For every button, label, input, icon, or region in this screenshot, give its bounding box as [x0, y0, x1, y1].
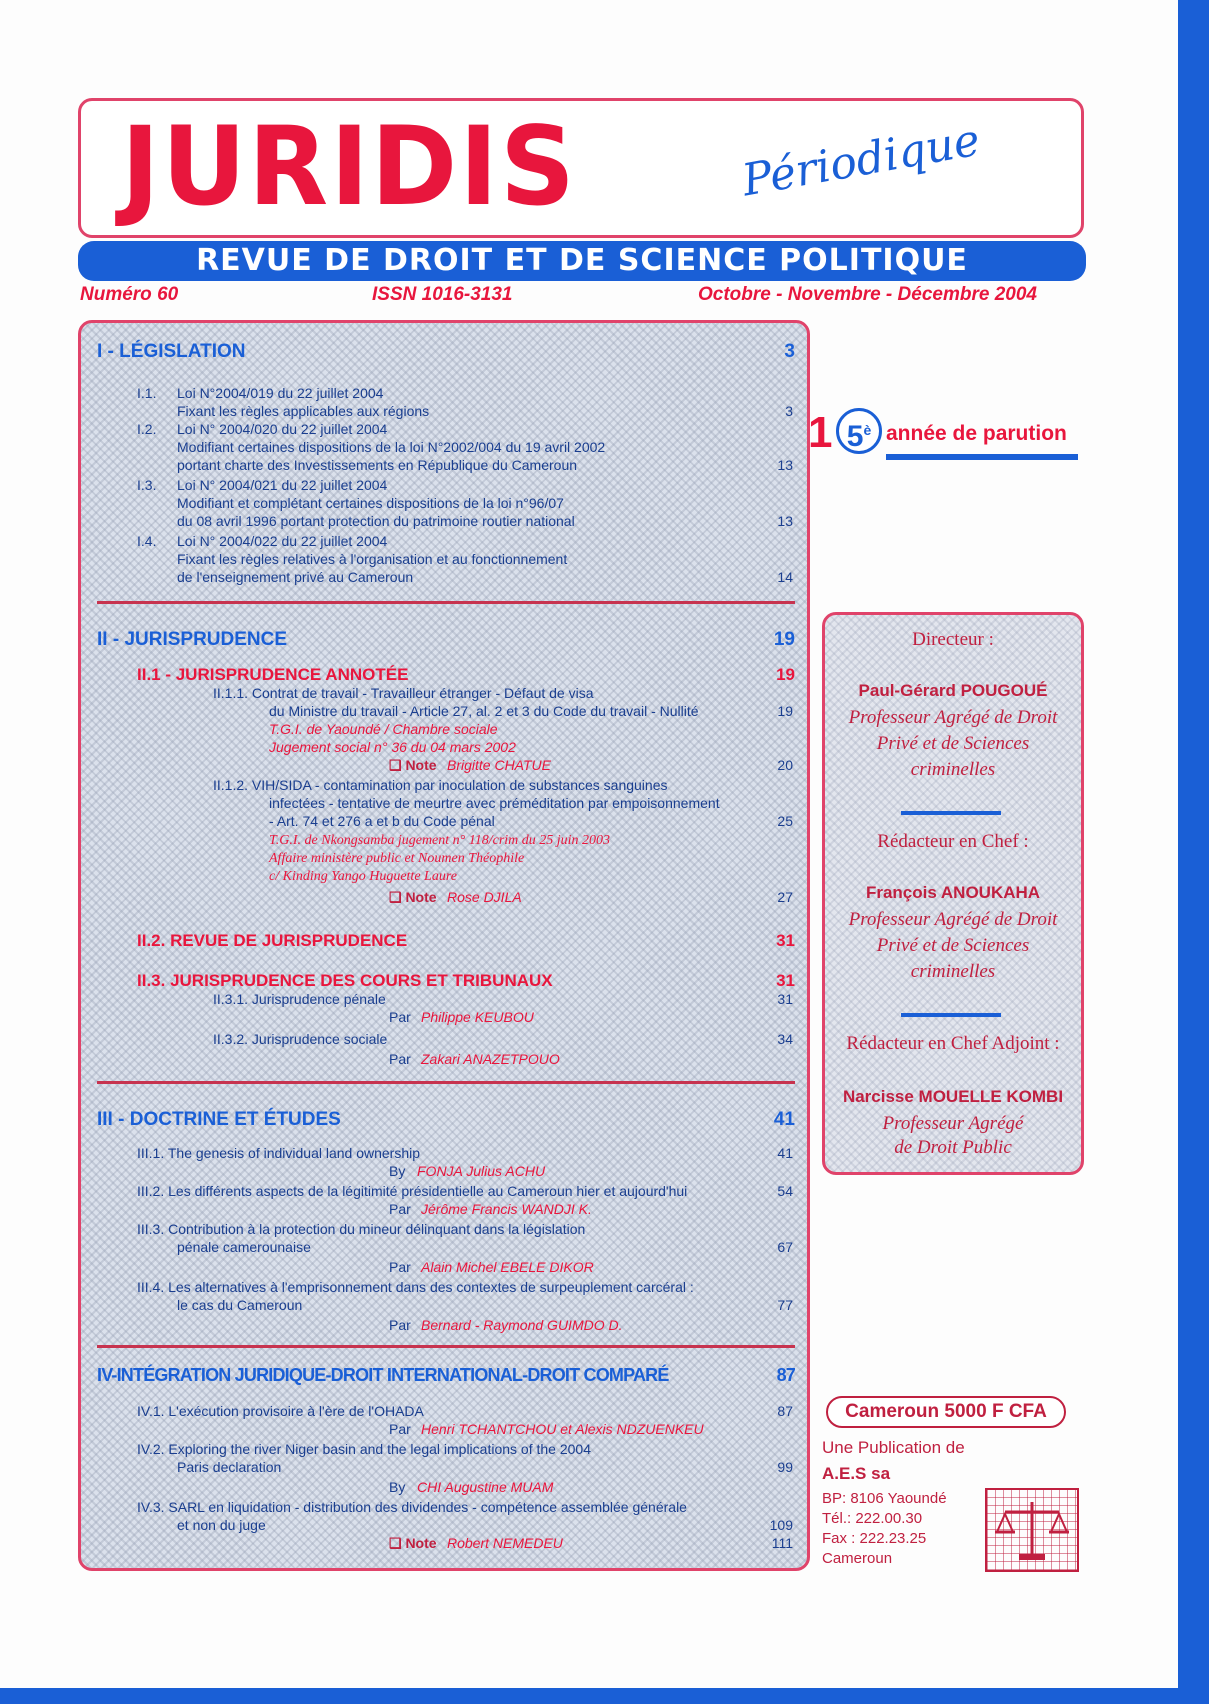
entry-number: I.3. — [137, 477, 157, 493]
note-author: Robert NEMEDEU — [447, 1535, 563, 1551]
entry-title: II.3.1. Jurisprudence pénale — [213, 991, 386, 1007]
director-name: Paul-Gérard POUGOUÉ — [858, 681, 1048, 700]
entry-title: II.1.2. VIH/SIDA - contamination par inoculation de substances sanguines — [213, 777, 668, 793]
entry-title: le cas du Cameroun — [177, 1297, 303, 1313]
scales-of-justice-logo — [985, 1488, 1079, 1572]
entry-title: infectées - tentative de meurtre avec préméditation par empoisonnement — [269, 795, 720, 811]
entry-author: Zakari ANAZETPOUO — [421, 1051, 560, 1067]
publisher-line: Une Publication de — [822, 1438, 965, 1457]
by-label: Par — [389, 1201, 411, 1217]
entry-court: T.G.I. de Nkongsamba jugement n° 118/crim du 25 juin 2003 — [269, 833, 611, 848]
entry-title: IV.2. Exploring the river Niger basin and the legal implications of the 2004 — [137, 1441, 591, 1457]
entry-page: 27 — [777, 889, 793, 905]
entry-page: 13 — [777, 513, 793, 529]
publisher-fax: Fax : 222.23.25 — [822, 1530, 927, 1547]
section-doctrine — [97, 1109, 795, 1131]
entry-author: FONJA Julius ACHU — [417, 1163, 546, 1179]
year-digit-circle — [836, 408, 882, 454]
by-label: Par — [389, 1009, 411, 1025]
publisher-name: A.E.S sa — [822, 1464, 891, 1483]
section-jurisprudence — [97, 629, 795, 651]
subsection-page: 31 — [776, 971, 795, 990]
divider — [97, 601, 795, 604]
entry-title: - Art. 74 et 276 a et b du Code pénal — [269, 813, 495, 829]
section-legislation — [97, 341, 795, 363]
subsection-title — [137, 931, 795, 951]
entry-title: Loi N° 2004/021 du 22 juillet 2004 — [177, 477, 388, 493]
entry-title: IV.3. SARL en liquidation - distribution des dividendes - compétence assemblée générale — [137, 1499, 687, 1515]
ordinal-sup: è — [863, 422, 872, 438]
entry-judgment: Jugement social n° 36 du 04 mars 2002 — [269, 739, 516, 755]
section-title: III - DOCTRINE ET ÉTUDES — [97, 1109, 341, 1130]
section-page: 87 — [776, 1365, 795, 1385]
section-page: 3 — [784, 341, 795, 362]
publisher-country: Cameroun — [822, 1550, 893, 1567]
director-title: Privé et de Sciences — [876, 733, 1030, 754]
director-title: criminelles — [910, 759, 996, 780]
entry-page: 87 — [777, 1403, 793, 1419]
entry-title: II.1.1. Contrat de travail - Travailleur étranger - Défaut de visa — [213, 685, 594, 701]
table-of-contents — [78, 320, 810, 1571]
entry-page: 77 — [777, 1297, 793, 1313]
scales-icon — [987, 1490, 1077, 1570]
deputy-editor-label: Rédacteur en Chef Adjoint : — [846, 1033, 1060, 1054]
note-label: ❑ Note — [389, 757, 437, 773]
subsection-title — [137, 971, 795, 991]
subsection-label: II.1 - JURISPRUDENCE ANNOTÉE — [137, 665, 409, 684]
entry-number: I.4. — [137, 533, 157, 549]
entry-page: 13 — [777, 457, 793, 473]
journal-subtitle: Périodique — [738, 114, 984, 207]
section-title: I - LÉGISLATION — [97, 341, 246, 362]
by-label: Par — [389, 1421, 411, 1437]
deputy-editor-name: Narcisse MOUELLE KOMBI — [842, 1087, 1064, 1106]
subsection-title — [137, 665, 795, 685]
journal-title: JURIDIS — [121, 101, 577, 231]
editor-title: Professeur Agrégé de Droit — [848, 909, 1058, 930]
separator — [901, 1013, 1001, 1017]
entry-page: 109 — [769, 1517, 793, 1533]
issue-number: Numéro 60 — [80, 284, 179, 305]
editorial-board — [822, 612, 1084, 1175]
editor-title: criminelles — [910, 961, 996, 982]
entry-page: 67 — [777, 1239, 793, 1255]
entry-parties: c/ Kinding Yango Huguette Laure — [269, 869, 457, 884]
entry-page: 31 — [777, 991, 793, 1007]
entry-author: Henri TCHANTCHOU et Alexis NDZUENKEU — [421, 1421, 704, 1437]
separator — [901, 811, 1001, 815]
section-page: 41 — [773, 1109, 795, 1130]
entry-author: Jérôme Francis WANDJI K. — [421, 1201, 592, 1217]
section-integration — [97, 1365, 795, 1386]
publisher-tel: Tél.: 222.00.30 — [822, 1510, 923, 1527]
entry-title: Loi N° 2004/022 du 22 juillet 2004 — [177, 533, 388, 549]
entry-title: III.2. Les différents aspects de la légitimité présidentielle au Cameroun hier et aujourd'hui — [137, 1183, 688, 1199]
year-of-publication — [808, 408, 1080, 462]
entry-title: III.3. Contribution à la protection du mineur délinquant dans la législation — [137, 1221, 586, 1237]
deputy-editor-title: de Droit Public — [894, 1137, 1012, 1158]
entry-title: Loi N° 2004/020 du 22 juillet 2004 — [177, 421, 388, 437]
entry-court: T.G.I. de Yaoundé / Chambre sociale — [269, 721, 498, 737]
deputy-editor-title: Professeur Agrégé — [882, 1113, 1024, 1134]
section-page: 19 — [773, 629, 795, 650]
entry-page: 99 — [777, 1459, 793, 1475]
by-label: Par — [389, 1317, 411, 1333]
journal-banner: REVUE DE DROIT ET DE SCIENCE POLITIQUE — [78, 241, 1086, 281]
entry-title: Fixant les règles relatives à l'organisation et au fonctionnement — [177, 551, 568, 567]
entry-number: I.1. — [137, 385, 157, 401]
entry-author: Alain Michel EBELE DIKOR — [421, 1259, 594, 1275]
entry-parties: Affaire ministère public et Noumen Théophile — [269, 851, 525, 866]
section-title: II - JURISPRUDENCE — [97, 629, 288, 650]
masthead — [78, 98, 1084, 238]
entry-title: II.3.2. Jurisprudence sociale — [213, 1031, 388, 1047]
note-author: Brigitte CHATUE — [447, 757, 551, 773]
year-digit: 1 — [808, 408, 833, 457]
by-label: By — [389, 1163, 406, 1179]
year-digit: 5 — [846, 420, 864, 453]
entry-title: Paris declaration — [177, 1459, 282, 1475]
entry-title: III.4. Les alternatives à l'emprisonnement dans des contextes de surpeuplement carcéral : — [137, 1279, 694, 1295]
entry-title: portant charte des Investissements en République du Cameroun — [177, 457, 578, 473]
note-label: ❑ Note — [389, 889, 437, 905]
entry-page: 41 — [777, 1145, 793, 1161]
entry-title: III.1. The genesis of individual land ownership — [137, 1145, 421, 1161]
editor-title: Privé et de Sciences — [876, 935, 1030, 956]
entry-title: du Ministre du travail - Article 27, al. 2 et 3 du Code du travail - Nullité — [269, 703, 699, 719]
publisher-bp: BP: 8106 Yaoundé — [822, 1490, 947, 1507]
entry-page: 20 — [777, 757, 793, 773]
entry-author: Philippe KEUBOU — [421, 1009, 534, 1025]
issn: ISSN 1016-3131 — [372, 284, 513, 305]
section-title: IV-INTÉGRATION JURIDIQUE-DROIT INTERNATIONAL-DROIT COMPARÉ — [97, 1365, 669, 1385]
entry-page: 25 — [777, 813, 793, 829]
issue-period: Octobre - Novembre - Décembre 2004 — [698, 284, 1037, 305]
subsection-label: II.3. JURISPRUDENCE DES COURS ET TRIBUNAUX — [137, 971, 553, 990]
entry-title: IV.1. L'exécution provisoire à l'ère de l'OHADA — [137, 1403, 424, 1419]
subsection-page: 19 — [776, 665, 795, 684]
entry-page: 34 — [777, 1031, 793, 1047]
by-label: Par — [389, 1051, 411, 1067]
divider — [97, 1345, 795, 1348]
note-author: Rose DJILA — [447, 889, 522, 905]
entry-page: 111 — [771, 1535, 793, 1551]
year-underline — [886, 454, 1078, 460]
entry-title: et non du juge — [177, 1517, 266, 1533]
subsection-label: II.2. REVUE DE JURISPRUDENCE — [137, 931, 408, 950]
editor-label: Rédacteur en Chef : — [877, 831, 1029, 852]
entry-page: 54 — [777, 1183, 793, 1199]
entry-title: Modifiant certaines dispositions de la loi N°2002/004 du 19 avril 2002 — [177, 439, 606, 455]
director-label: Directeur : — [912, 629, 994, 650]
entry-title: Modifiant et complétant certaines dispositions de la loi n°96/07 — [177, 495, 564, 511]
year-label: année de parution — [886, 422, 1067, 445]
entry-page: 19 — [777, 703, 793, 719]
entry-title: de l'enseignement privé au Cameroun — [177, 569, 414, 585]
entry-page: 14 — [777, 569, 793, 585]
price-badge: Cameroun 5000 F CFA — [826, 1396, 1066, 1428]
by-label: By — [389, 1479, 406, 1495]
subsection-page: 31 — [776, 931, 795, 950]
divider — [97, 1081, 795, 1084]
entry-author: CHI Augustine MUAM — [417, 1479, 554, 1495]
entry-author: Bernard - Raymond GUIMDO D. — [421, 1317, 623, 1333]
director-title: Professeur Agrégé de Droit — [848, 707, 1058, 728]
entry-title: Loi N°2004/019 du 22 juillet 2004 — [177, 385, 384, 401]
entry-title: Fixant les règles applicables aux régions — [177, 403, 430, 419]
entry-title: du 08 avril 1996 portant protection du patrimoine routier national — [177, 513, 575, 529]
entry-number: I.2. — [137, 421, 157, 437]
entry-page: 3 — [785, 403, 793, 419]
editor-name: François ANOUKAHA — [865, 883, 1041, 902]
by-label: Par — [389, 1259, 411, 1275]
note-label: ❑ Note — [389, 1535, 437, 1551]
entry-title: pénale camerounaise — [177, 1239, 311, 1255]
